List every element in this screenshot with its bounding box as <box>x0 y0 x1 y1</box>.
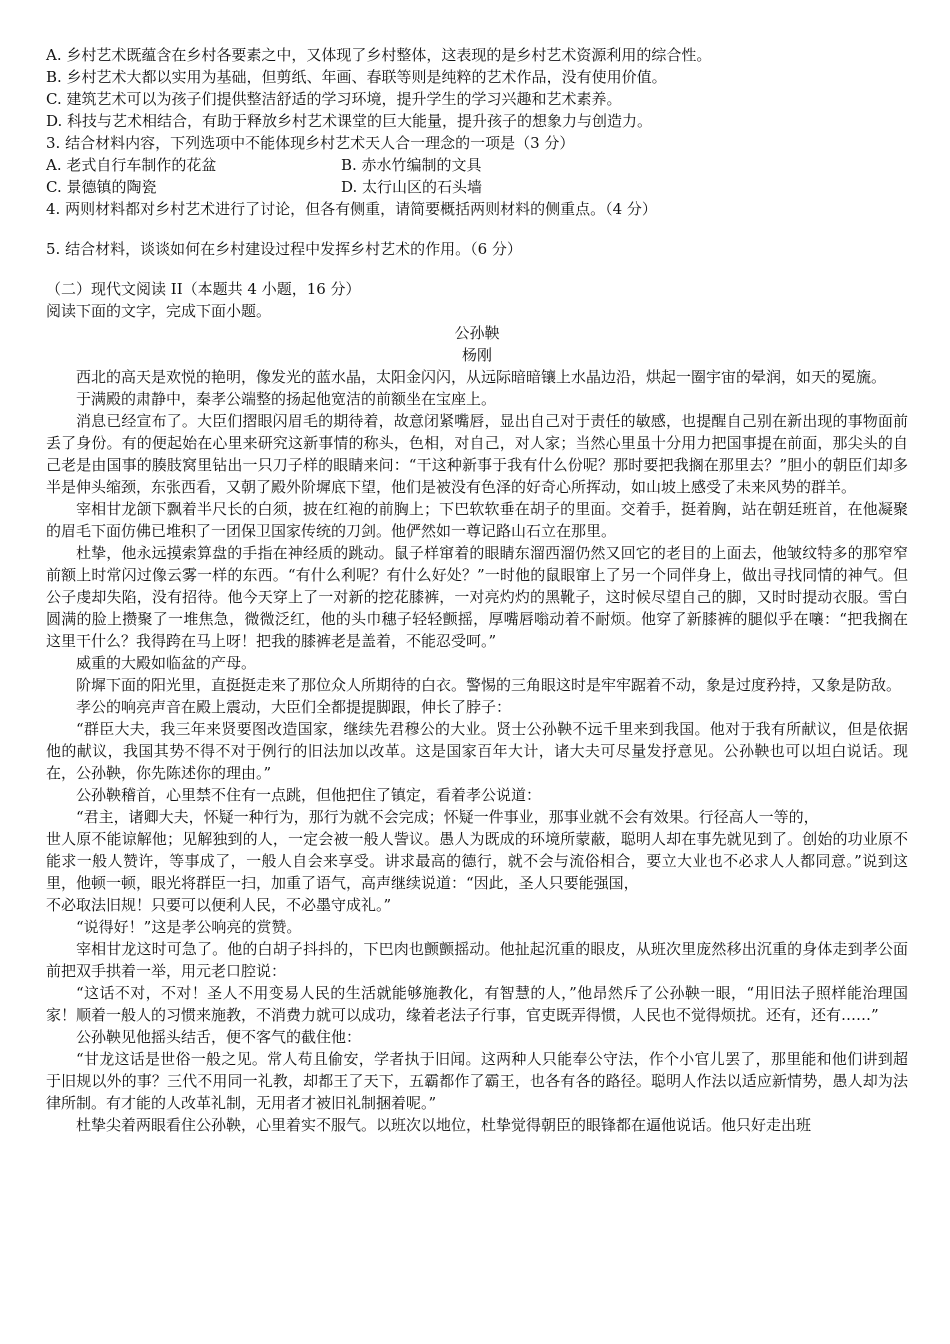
paragraph: “君主，诸卿大夫，怀疑一种行为，那行为就不会完成；怀疑一件事业，那事业就不会有效果。行径高人一等的， <box>76 808 819 826</box>
paragraph-continued: 世人原不能谅解他；见解独到的人，一定会被一般人訾议。愚人为既成的环境所蒙蔽，聪明人却在事先就见到了。创始的功业原不能求一般人赞许，等事成了，一般人自会来享受。讲求最高的德行，就不会与流俗相合，要立大业也不必求人人都同意。”说到这里，他顿一顿，眼光将群臣一扫，加重了语气，高声继续说道：“因此，圣人只要能强国， <box>46 830 908 892</box>
paragraph: 杜挚，他永远摸索算盘的手指在神经质的跳动。鼠子样窜着的眼睛东溜西溜仍然又回它的老目的上面去，他皱纹特多的那窄窄前额上时常闪过像云雾一样的东西。“有什么利呢？有什么好处？”一时他的鼠眼窜上了另一个同伴身上，做出寻找同情的神气。但公子虔却失陷，没有招待。他今天穿上了一对新的挖花膝裤，一对亮灼灼的黑靴子，这时候尽望自己的脚，又时时提动衣服。雪白圆满的脸上攒聚了一堆焦急，微微泛红，他的头巾穗子轻轻颤摇，厚嘴唇嗡动着不耐烦。他穿了新膝裤的腿似乎在嚷：“把我搁在这里干什么？我得跨在马上呀！把我的膝裤老是盖着，不能忍受呵。” <box>46 544 908 650</box>
q2-option-c: C. 建筑艺术可以为孩子们提供整洁舒适的学习环境，提升学生的学习兴趣和艺术素养。 <box>46 90 622 108</box>
paragraph: 公孙鞅见他摇头结舌，便不客气的截住他： <box>76 1028 362 1046</box>
q3-stem: 3. 结合材料内容，下列选项中不能体现乡村艺术天人合一理念的一项是（3 分） <box>46 134 575 152</box>
paragraph: 宰相甘龙这时可急了。他的白胡子抖抖的，下巴肉也颤颤摇动。他扯起沉重的眼皮，从班次里庞然移出沉重的身体走到孝公面前把双手拱着一举，用元老口腔说： <box>46 940 908 980</box>
q3-option-a: A. 老式自行车制作的花盆 <box>46 156 217 174</box>
paragraph: 宰相甘龙颌下飘着半尺长的白须，披在红袍的前胸上；下巴软软垂在胡子的里面。交着手，挺着胸，站在朝廷班首，在他凝聚的眉毛下面仿佛已堆积了一团保卫国家传统的刀剑。他俨然如一尊记路山石立在那里。 <box>46 500 908 540</box>
q3-option-b: B. 赤水竹编制的文具 <box>341 156 482 174</box>
paragraph: 西北的高天是欢悦的艳明，像发光的蓝水晶，太阳金闪闪，从远际暗暗镶上水晶边沿，烘起一圈宇宙的晕润，如天的冕旒。 <box>76 368 887 386</box>
instruction: 阅读下面的文字，完成下面小题。 <box>46 302 272 320</box>
paragraph: 消息已经宣布了。大臣们摺眼闪眉毛的期待着，故意闭紧嘴唇，显出自己对于责任的敏感，也提醒自己别在新出现的事物面前丢了身份。有的便起始在心里来研究这新事情的称头，色相，对自己，对人家；当然心里虽十分用力把国事提在前面，那尖头的自己老是由国事的腠肢窝里钻出一只刀子样的眼睛来问：“干这种新事于我有什么份呢？那时要把我搁在那里去？”胆小的朝臣们却多半是伸头缩颈，东张西看，又朝了殿外阶墀底下望，他们是被没有色泽的好奇心所挥动，如山坡上感受了未来风势的群羊。 <box>46 412 908 496</box>
section-title: （二）现代文阅读 II（本题共 4 小题，16 分） <box>46 280 361 298</box>
q2-option-d: D. 科技与艺术相结合，有助于释放乡村艺术课堂的巨大能量，提升孩子的想象力与创造力。 <box>46 112 653 130</box>
paragraph: 孝公的响亮声音在殿上震动，大臣们全都提提脚跟，伸长了脖子： <box>76 698 512 716</box>
paragraph: 公孙鞅稽首，心里禁不住有一点跳，但他把住了镇定，看着孝公说道： <box>76 786 542 804</box>
article-title: 公孙鞅 <box>454 324 500 342</box>
q5-stem: 5. 结合材料，谈谈如何在乡村建设过程中发挥乡村艺术的作用。（6 分） <box>46 240 522 258</box>
paragraph: 杜挚尖着两眼看住公孙鞅，心里着实不服气。以班次以地位，杜挚觉得朝臣的眼锋都在逼他说话。他只好走出班 <box>76 1116 812 1134</box>
q4-stem: 4. 两则材料都对乡村艺术进行了讨论，但各有侧重，请简要概括两则材料的侧重点。（4 分） <box>46 200 657 218</box>
q3-option-c: C. 景德镇的陶瓷 <box>46 178 157 196</box>
q3-options-row-1 <box>46 154 908 176</box>
q2-option-a: A. 乡村艺术既蕴含在乡村各要素之中，又体现了乡村整体，这表现的是乡村艺术资源利用的综合性。 <box>46 46 712 64</box>
q2-option-b: B. 乡村艺术大都以实用为基础，但剪纸、年画、春联等则是纯粹的艺术作品，没有使用价值。 <box>46 68 667 86</box>
paragraph: “甘龙这话是世俗一般之见。常人苟且偷安，学者执于旧闻。这两种人只能奉公守法，作个小官儿罢了，那里能和他们讲到超于旧规以外的事？三代不用同一礼教，却都王了天下，五霸都作了霸王，也各有各的路径。聪明人作法以适应新情势，愚人却为法律所制。有才能的人改革礼制，无用者才被旧礼制捆着呢。” <box>46 1050 908 1112</box>
paragraph: “群臣大夫，我三年来贤要图改造国家，继续先君穆公的大业。贤士公孙鞅不远千里来到我国。他对于我有所献议，但是依据他的献议，我国其势不得不对于例行的旧法加以改革。这是国家百年大计，诸大夫可尽量发抒意见。公孙鞅也可以坦白说话。现在，公孙鞅，你先陈述你的理由。” <box>46 720 908 782</box>
exam-page <box>46 44 908 1136</box>
q3-options-row-2 <box>46 176 908 198</box>
article-author: 杨刚 <box>461 346 492 364</box>
paragraph: “这话不对，不对！圣人不用变易人民的生活就能够施教化，有智慧的人，”他昂然斥了公孙鞅一眼，“用旧法子照样能治理国家！顺着一般人的习惯来施教，不消费力就可以成功，缘着老法子行事，官吏既弄得惯，人民也不觉得烦扰。还有，还有……” <box>46 984 908 1024</box>
paragraph-continued: 不必取法旧规！只要可以便利人民，不必墨守成礼。” <box>46 896 392 914</box>
paragraph: 于满殿的肃静中，秦孝公端整的扬起他宽洁的前额坐在宝座上。 <box>76 390 497 408</box>
paragraph: “说得好！”这是孝公响亮的赏赞。 <box>76 918 302 936</box>
paragraph: 威重的大殿如临盆的产母。 <box>76 654 257 672</box>
paragraph: 阶墀下面的阳光里，直挺挺走来了那位众人所期待的白衣。警惕的三角眼这时是牢牢踞着不动，象是过度矜持，又象是防敌。 <box>76 676 902 694</box>
q3-option-d: D. 太行山区的石头墙 <box>341 178 483 196</box>
